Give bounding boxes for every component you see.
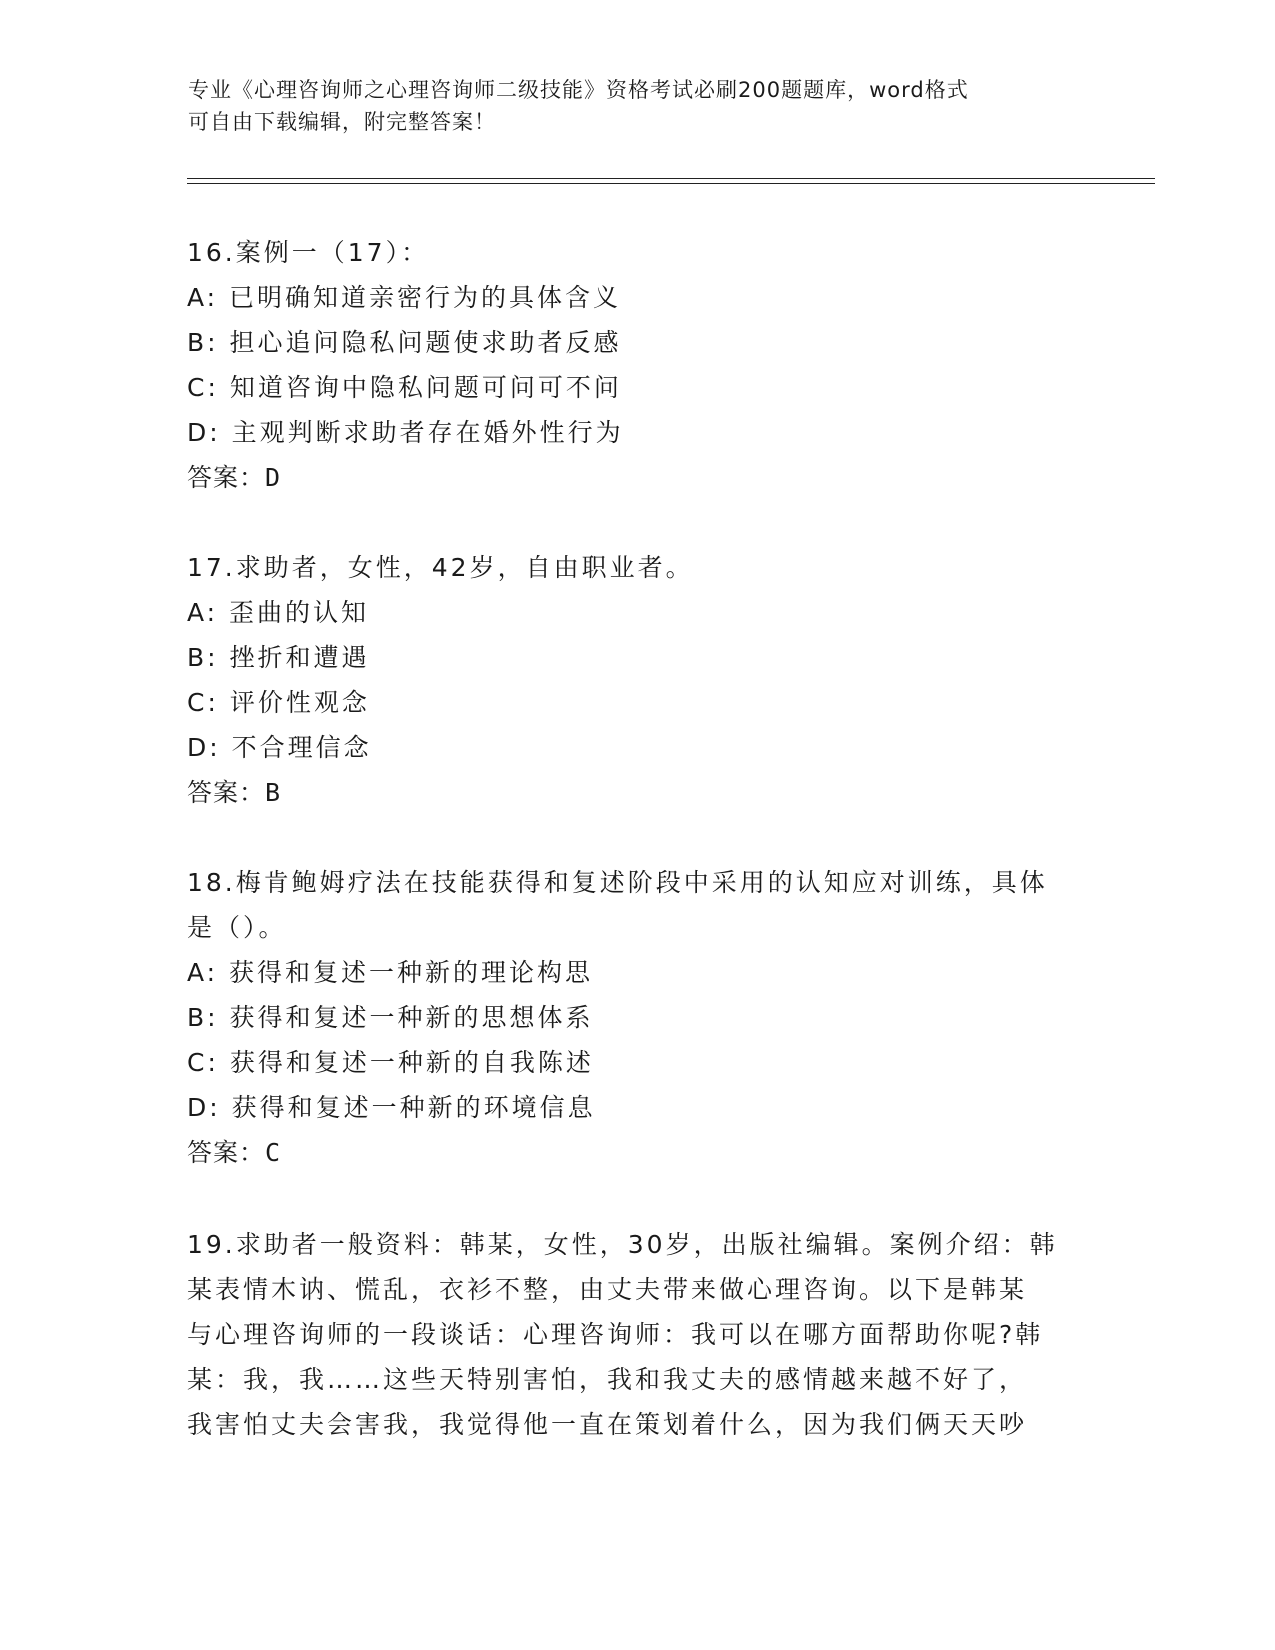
header-line-1: 专业《心理咨询师之心理咨询师二级技能》资格考试必刷200题题库，word格式 [188, 78, 969, 102]
question-stem-line-5: 我害怕丈夫会害我，我觉得他一直在策划着什么，因为我们俩天天吵 [187, 1410, 1028, 1439]
question-17 [187, 545, 1087, 815]
answer-label: 答案： [187, 463, 266, 492]
answer-line [187, 1130, 1087, 1175]
option-b: B: 挫折和遭遇 [187, 643, 370, 672]
document-header [188, 74, 1088, 138]
answer-label: 答案： [187, 1138, 266, 1167]
answer-key: C [265, 1138, 282, 1167]
option-d: D: 获得和复述一种新的环境信息 [187, 1093, 596, 1122]
question-stem: 16.案例一（17）： [187, 238, 430, 267]
option-d: D: 不合理信念 [187, 733, 372, 762]
option-a: A: 歪曲的认知 [187, 598, 370, 627]
question-stem: 17.求助者，女性，42岁，自由职业者。 [187, 553, 694, 582]
question-stem-line-1: 18.梅肯鲍姆疗法在技能获得和复述阶段中采用的认知应对训练，具体 [187, 868, 1048, 897]
question-19 [187, 1222, 1087, 1447]
option-d: D: 主观判断求助者存在婚外性行为 [187, 418, 624, 447]
option-b: B: 获得和复述一种新的思想体系 [187, 1003, 594, 1032]
question-stem-line-1: 19.求助者一般资料：韩某，女性，30岁，出版社编辑。案例介绍：韩 [187, 1230, 1058, 1259]
answer-line [187, 455, 1087, 500]
question-stem-line-2: 是（）。 [187, 913, 287, 942]
option-c: C: 获得和复述一种新的自我陈述 [187, 1048, 594, 1077]
answer-key: B [265, 778, 282, 807]
option-c: C: 评价性观念 [187, 688, 370, 717]
header-rule-top [187, 178, 1155, 179]
header-rule-bottom [187, 183, 1155, 184]
question-stem-line-3: 与心理咨询师的一段谈话：心理咨询师：我可以在哪方面帮助你呢?韩 [187, 1320, 1044, 1349]
option-a: A: 已明确知道亲密行为的具体含义 [187, 283, 622, 312]
option-a: A: 获得和复述一种新的理论构思 [187, 958, 594, 987]
option-c: C: 知道咨询中隐私问题可问可不问 [187, 373, 622, 402]
option-b: B: 担心追问隐私问题使求助者反感 [187, 328, 622, 357]
answer-line [187, 770, 1087, 815]
question-stem-line-4: 某：我，我……这些天特别害怕，我和我丈夫的感情越来越不好了， [187, 1365, 1028, 1394]
answer-label: 答案： [187, 778, 266, 807]
question-stem-line-2: 某表情木讷、慌乱，衣衫不整，由丈夫带来做心理咨询。以下是韩某 [187, 1275, 1028, 1304]
answer-key: D [265, 463, 282, 492]
question-18 [187, 860, 1087, 1175]
question-16 [187, 230, 1087, 500]
header-line-2: 可自由下载编辑，附完整答案！ [188, 110, 496, 134]
